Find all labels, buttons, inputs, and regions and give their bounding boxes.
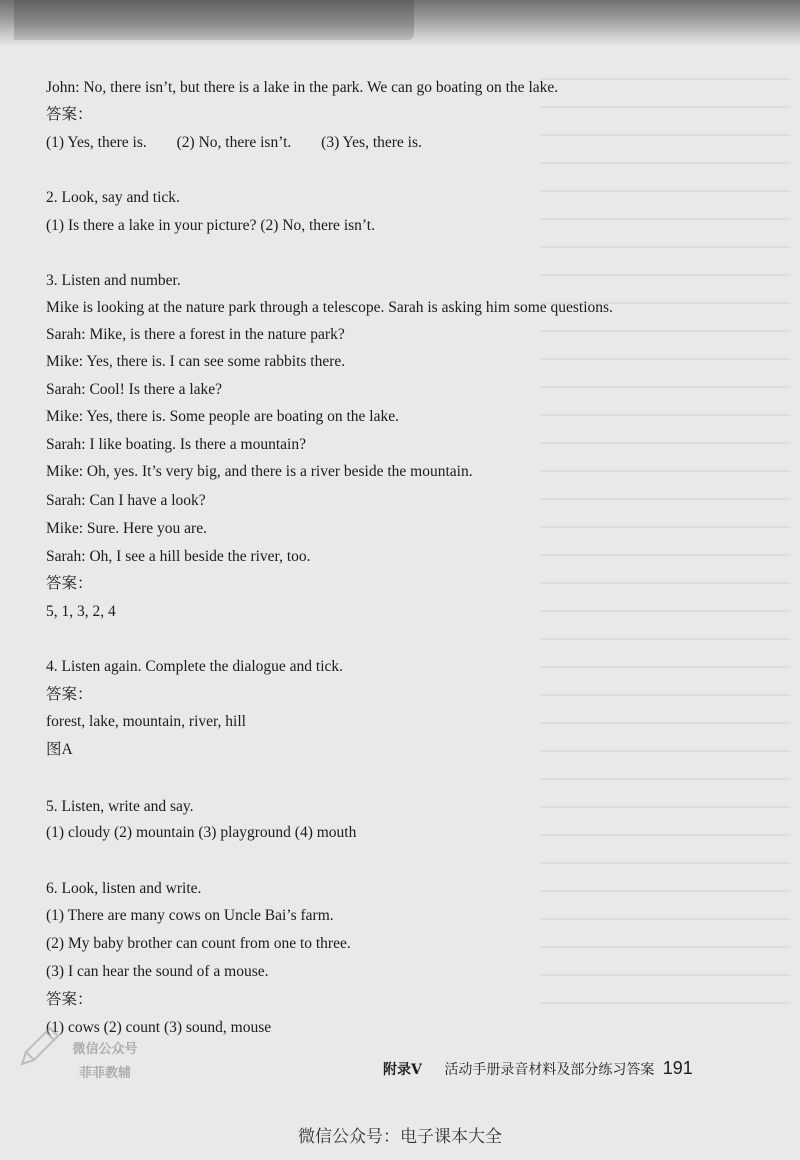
- section-heading: 4. Listen again. Complete the dialogue and tick.: [46, 658, 344, 675]
- watermark-stamp: [20, 1018, 136, 1110]
- dialogue-line: Sarah: Can I have a look?: [46, 492, 206, 509]
- answer-label: 答案：: [46, 106, 93, 123]
- text-line: (1) Is there a lake in your picture? (2) No, there isn’t.: [46, 217, 375, 234]
- watermark-line2: 菲菲教辅: [78, 1066, 131, 1081]
- answer-item: (1) Yes, there is.: [46, 134, 147, 151]
- appendix-label: 附录V: [383, 1062, 422, 1078]
- answer-label: 答案：: [46, 686, 93, 703]
- page-number: 191: [662, 1058, 693, 1078]
- dialogue-line: Mike: Oh, yes. It’s very big, and there is a river beside the mountain.: [46, 463, 473, 480]
- answer-item: (3) Yes, there is.: [321, 134, 422, 151]
- page-footer: [383, 1058, 693, 1079]
- answer-text: (1) cloudy (2) mountain (3) playground (4) mouth: [46, 824, 357, 841]
- dialogue-line: Sarah: Mike, is there a forest in the nature park?: [46, 326, 345, 343]
- footer-title: 活动手册录音材料及部分练习答案: [444, 1062, 655, 1078]
- bottom-caption: 微信公众号：电子课本大全: [298, 1127, 502, 1147]
- dialogue-line: Mike: Yes, there is. Some people are boating on the lake.: [46, 408, 399, 425]
- answer-text: forest, lake, mountain, river, hill: [46, 713, 246, 730]
- dialogue-line: Mike: Yes, there is. I can see some rabbits there.: [46, 353, 346, 370]
- answer-label: 答案：: [46, 991, 93, 1008]
- section-heading: 5. Listen, write and say.: [46, 798, 194, 815]
- dialogue-line: Sarah: Cool! Is there a lake?: [46, 381, 223, 398]
- answer-text: (1) cows (2) count (3) sound, mouse: [46, 1019, 272, 1036]
- dialogue-line: Sarah: I like boating. Is there a mountain?: [46, 436, 306, 453]
- watermark-line1: 微信公众号: [72, 1042, 138, 1057]
- section-heading: 6. Look, listen and write.: [46, 880, 202, 897]
- text-line: Mike is looking at the nature park through a telescope. Sarah is asking him some questions.: [46, 299, 613, 316]
- section-heading: 3. Listen and number.: [46, 272, 181, 289]
- answer-item: (2) No, there isn’t.: [176, 134, 292, 151]
- dialogue-line: Mike: Sure. Here you are.: [46, 520, 207, 537]
- answer-text: 图A: [46, 741, 73, 758]
- answer-label: 答案：: [46, 575, 93, 592]
- text-line: (2) My baby brother can count from one to three.: [46, 935, 351, 952]
- text-line: John: No, there isn’t, but there is a lake in the park. We can go boating on the lake.: [46, 79, 559, 96]
- text-line: (1) There are many cows on Uncle Bai’s farm.: [46, 907, 334, 924]
- answer-row: [46, 133, 422, 153]
- text-line: (3) I can hear the sound of a mouse.: [46, 963, 269, 980]
- dialogue-line: Sarah: Oh, I see a hill beside the river, too.: [46, 548, 311, 565]
- answer-text: 5, 1, 3, 2, 4: [46, 603, 116, 620]
- section-heading: 2. Look, say and tick.: [46, 189, 180, 206]
